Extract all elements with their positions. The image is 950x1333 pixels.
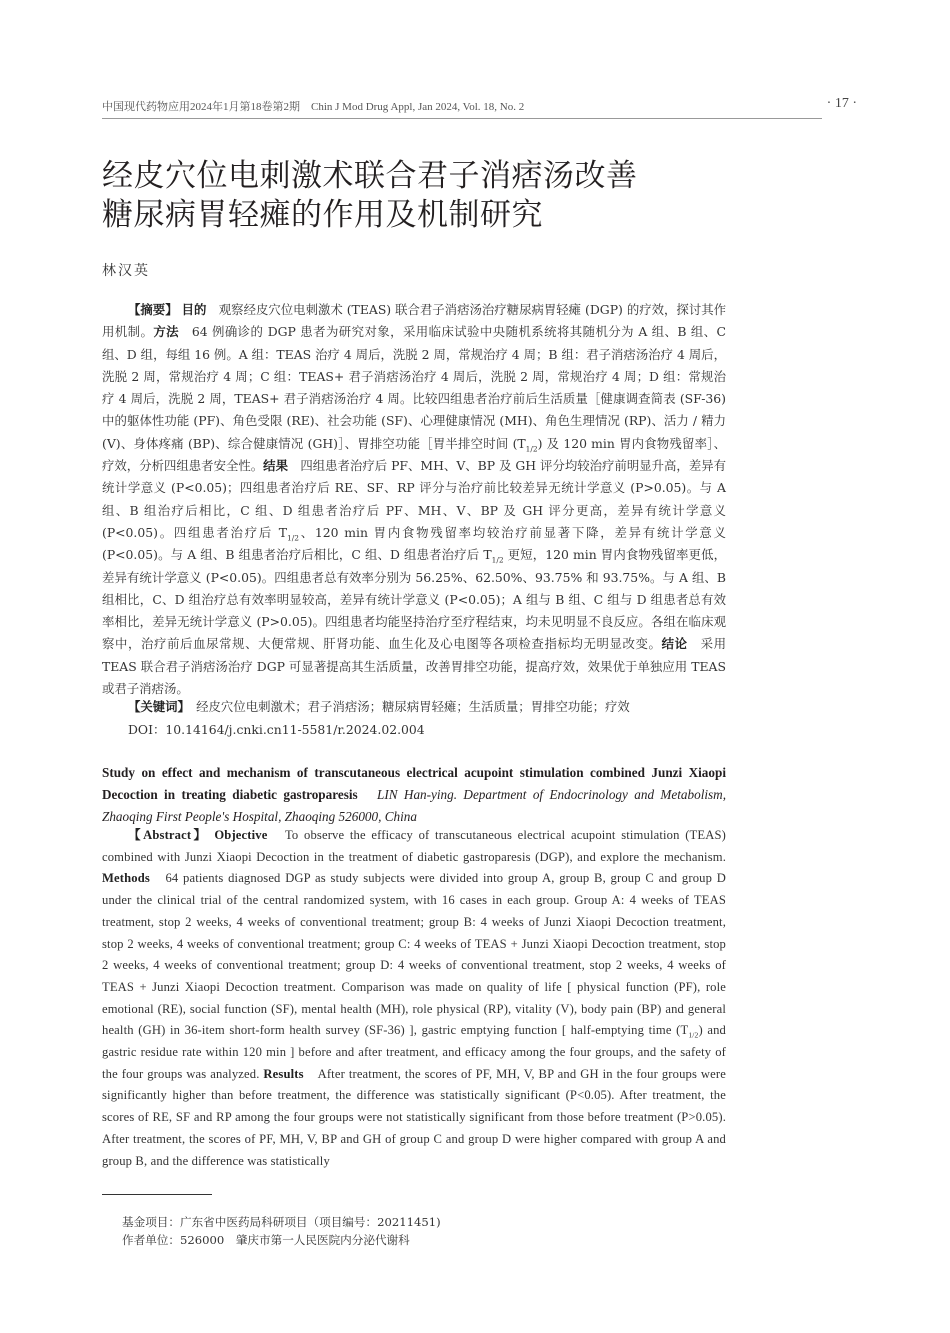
keywords	[128, 697, 728, 715]
results-label: 结果	[263, 458, 288, 474]
chinese-abstract	[102, 299, 726, 700]
journal-header: 中国现代药物应用2024年1月第18卷第2期 Chin J Mod Drug Appl, Jan 2024, Vol. 18, No. 2	[102, 101, 525, 113]
english-abstract	[102, 825, 726, 1172]
results-text: 四组患者治疗后 PF、MH、V、BP 及 GH 评分均较治疗前明显升高，差异有统计学意义 (P<0.05)；四组患者治疗后 RE、SF、RP 评分与治疗前比较差异无统计学意义 (P>0.05)。与 A 组、B 组治疗后相比，C 组、D 组患者治疗后 PF、MH、V、BP 及 GH 评分更高，差异有统计学意义 (P<0.05)。四组患者治疗后 $T_{1/2}$、120 min 胃内食物残留率均较治疗前显著下降，差异有统计学意义 (P<0.05)。与 A 组、B 组患者治疗后相比，C 组、D 组患者治疗后 $T_{1/2}$ 更短，120 min 胃内食物残留率更低，差异有统计学意义 (P<0.05)。四组患者总有效率分别为 56.25%、62.50%、93.75% 和 93.75%。与 A 组、B 组相比，C、D 组治疗总有效率明显较高，差异有统计学意义 (P<0.05)；A 组与 B 组、C 组与 D 组患者总有效率相比，差异无统计学意义 (P>0.05)。四组患者均能坚持治疗至疗程结束，均未见明显不良反应。各组在临床观察中，治疗前后血尿常规、大便常规、肝肾功能、血生化及心电图等各项检查指标均无明显改变。	[102, 458, 727, 652]
english-affiliation: LIN Han-ying. Department of Endocrinology and Metabolism, Zhaoqing First People's Hospital, Zhaoqing 526000, China	[102, 787, 726, 824]
doi: DOI：10.14164/j.cnki.cn11-5581/r.2024.02.004	[128, 722, 425, 737]
en-methods-label: Methods	[102, 871, 150, 886]
english-title	[102, 762, 726, 828]
methods-label: 方法	[153, 324, 180, 340]
article-title	[102, 157, 822, 235]
en-results-text: After treatment, the scores of PF, MH, V, BP and GH in the four groups were significantly higher than before treatment, the difference was statistically significant (P<0.05). After treatment, the scores of RE, SF and RP among the four groups were not statistically significant from those before treatment (P>0.05). After treatment, the scores of PF, MH, V, BP and GH of group C and group D were higher compared with group A and group B, and the difference was statistically	[102, 1066, 726, 1168]
en-methods-text: 64 patients diagnosed DGP as study subjects were divided into group A, group B, group C and group D under the clinical trial of the central randomized system, with 16 cases in each group. Group A: 4 weeks of TEAS treatment, stop 2 weeks, 4 weeks of conventional treatment; group B: 4 weeks of Junzi Xiaopi Decoction treatment, stop 2 weeks, 4 weeks of conventional treatment; group C: 4 weeks of TEAS + Junzi Xiaopi Decoction treatment, stop 2 weeks, 4 weeks of conventional treatment; group D: 4 weeks of conventional treatment, stop 2 weeks, 4 weeks of TEAS + Junzi Xiaopi Decoction treatment. Comparison was made on quality of life [ physical function (PF), role emotional (RE), social function (SF), mental health (MH), role physical (RP), vitality (V), body pain (BP) and general health (GH) in 36-item short-form health survey (SF-36) ], gastric emptying function [ half-emptying time $(T_{1/2})$ and gastric residue rate within 120 min ] before and after treatment, and efficacy among the four groups, and the safety of the four groups was analyzed.	[102, 871, 726, 1081]
objective-text: 观察经皮穴位电刺激术 (TEAS) 联合君子消痞汤治疗糖尿病胃轻瘫 (DGP) 的疗效，探讨其作用机制。	[102, 302, 727, 340]
abstract-label: 【摘要】	[128, 302, 178, 317]
en-objective-text: To observe the efficacy of transcutaneous electrical acupoint stimulation (TEAS) combined with Junzi Xiaopi Decoction in the treatment of diabetic gastroparesis (DGP), and explore the mechanism.	[102, 828, 726, 864]
footnote-unit: 作者单位：526000 肇庆市第一人民医院内分泌代谢科	[122, 1233, 410, 1247]
en-abstract-label: 【Abstract】	[128, 828, 209, 842]
en-results-label: Results	[263, 1066, 304, 1081]
keywords-label: 【关键词】	[128, 699, 184, 714]
footnote-rule	[102, 1194, 212, 1195]
title-line-2: 糖尿病胃轻瘫的作用及机制研究	[102, 197, 543, 233]
methods-text: 64 例确诊的 DGP 患者为研究对象，采用临床试验中央随机系统将其随机分为 A 组、B 组、C 组、D 组，每组 16 例。A 组：TEAS 治疗 4 周后，洗脱 2 周，常规治疗 4 周；B 组：君子消痞汤治疗 4 周后，洗脱 2 周，常规治疗 4 周；C 组：TEAS+ 君子消痞汤治疗 4 周后，洗脱 2 周，常规治疗 4 周；D 组：常规治疗 4 周后，洗脱 2 周，TEAS+ 君子消痞汤治疗 4 周。比较四组患者治疗前后生活质量［健康调查简表 (SF-36) 中的躯体性功能 (PF)、角色受限 (RE)、社会功能 (SF)、心理健康情况 (MH)、角色生理情况 (RP)、活力 / 精力 (V)、身体疼痛 (BP)、综合健康情况 (GH)］、胃排空功能［胃半排空时间 $(T_{1/2})$ 及 120 min 胃内食物残留率］、疗效，分析四组患者安全性。	[102, 324, 726, 474]
author-name: 林汉英	[102, 263, 150, 279]
en-objective-label: Objective	[214, 828, 268, 842]
conclusion-text: 采用 TEAS 联合君子消痞汤治疗 DGP 可显著提高其生活质量，改善胃排空功能，提高疗效，效果优于单独应用 TEAS 或君子消痞汤。	[102, 636, 727, 697]
conclusion-label: 结论	[661, 636, 688, 652]
objective-label: 目的	[181, 302, 207, 317]
header-rule	[102, 118, 822, 119]
keywords-text: 经皮穴位电刺激术；君子消痞汤；糖尿病胃轻瘫；生活质量；胃排空功能；疗效	[183, 699, 630, 714]
footnote-fund: 基金项目：广东省中医药局科研项目（项目编号：20211451)	[122, 1215, 441, 1229]
title-line-1: 经皮穴位电刺激术联合君子消痞汤改善	[102, 158, 638, 194]
page-number: · 17 ·	[826, 96, 857, 111]
english-title-text: Study on effect and mechanism of transcutaneous electrical acupoint stimulation combined Junzi Xiaopi Decoction in treating diabetic gastroparesis	[102, 765, 726, 802]
